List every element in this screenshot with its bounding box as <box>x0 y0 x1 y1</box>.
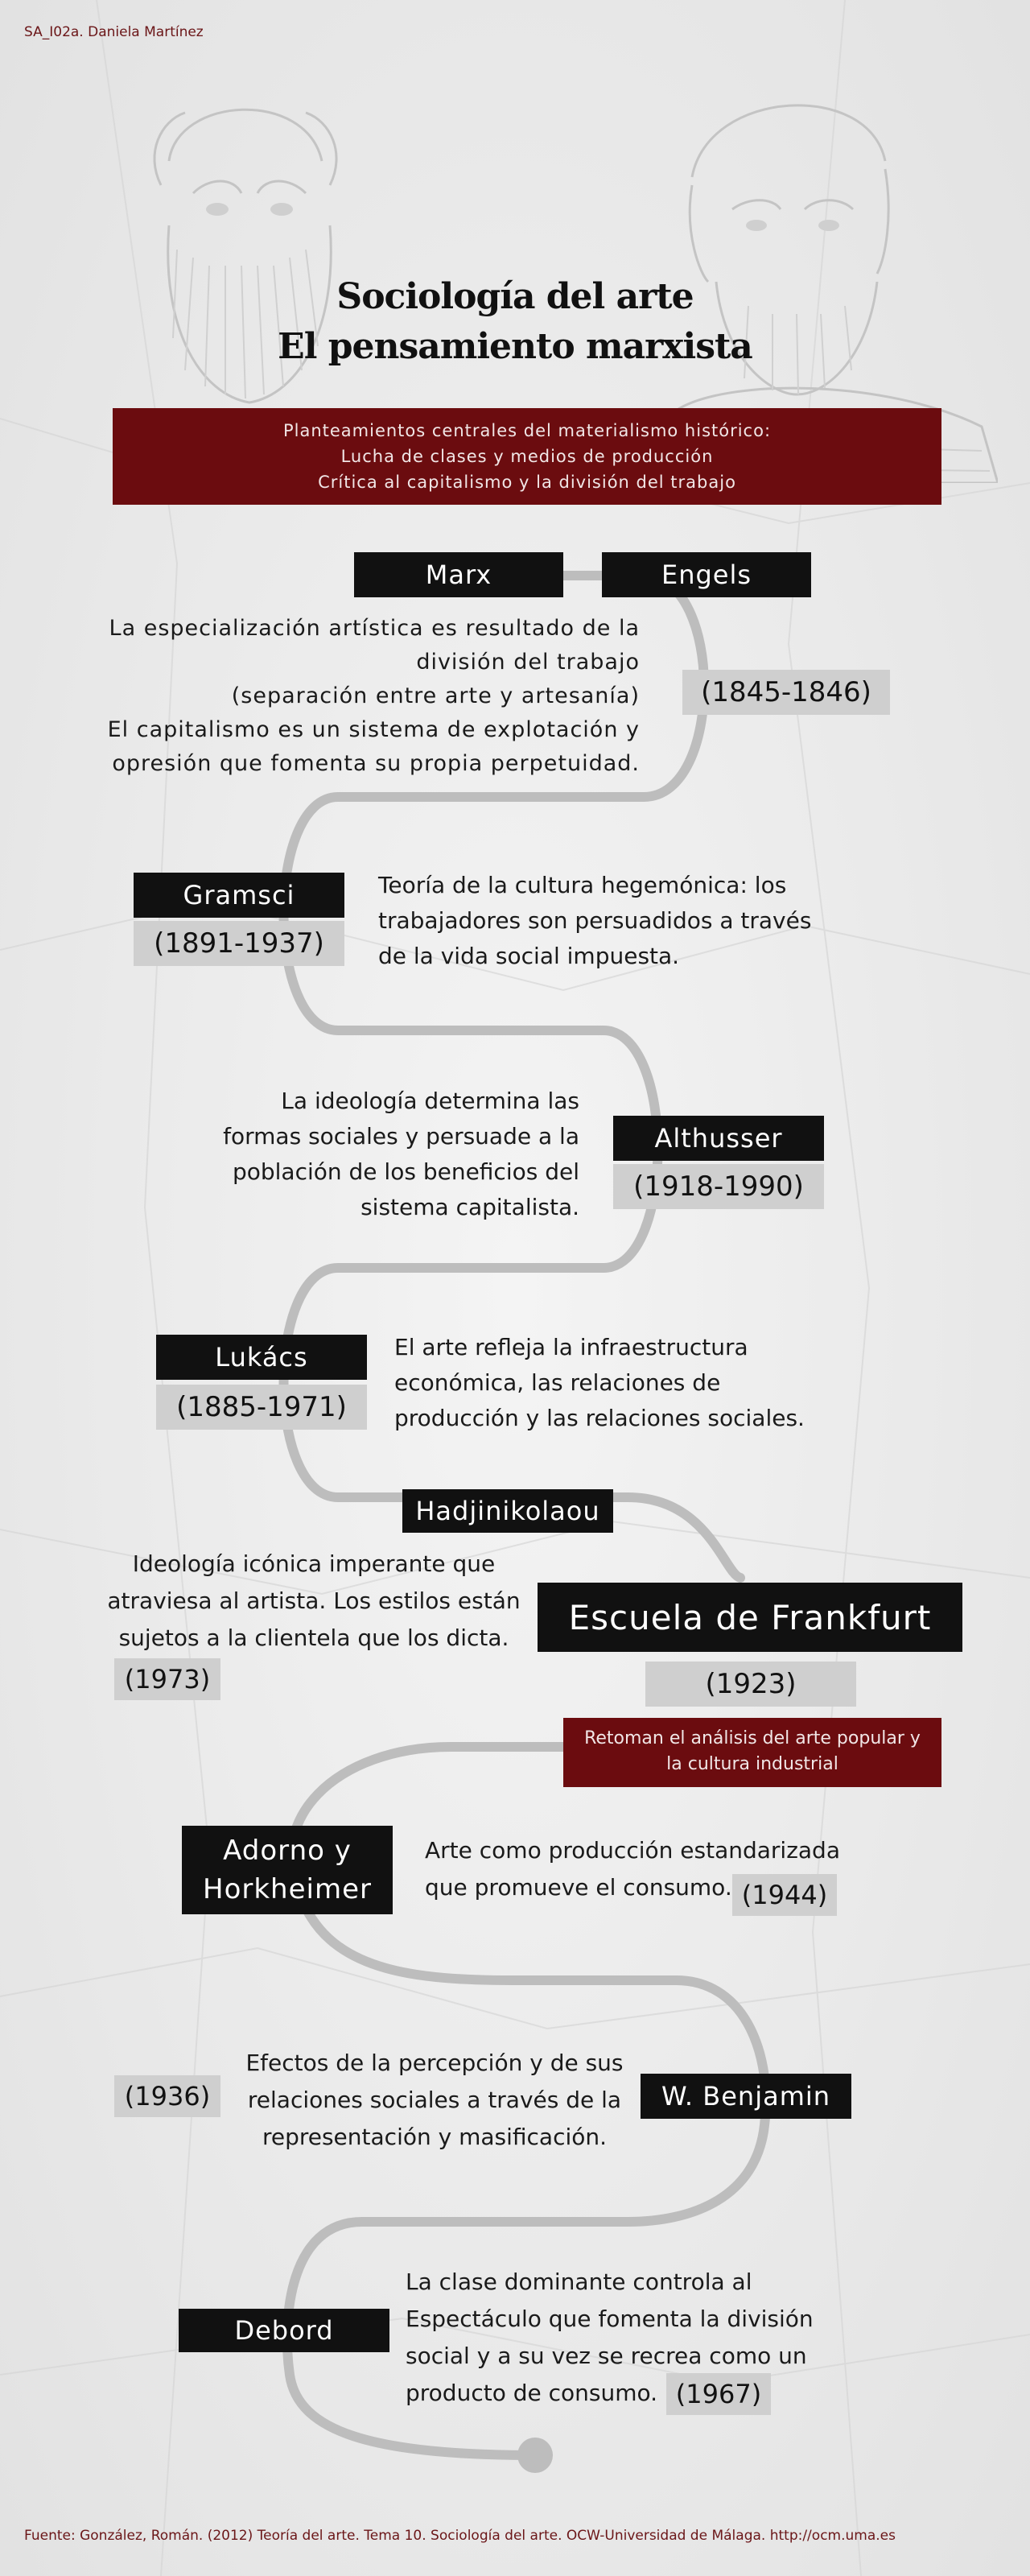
year-debord: (1967) <box>666 2373 771 2415</box>
banner-line-2: Lucha de clases y medios de producción <box>340 447 714 466</box>
author-label: SA_I02a. Daniela Martínez <box>24 24 204 40</box>
banner-line-1: Planteamientos centrales del materialismo histórico: <box>282 421 772 440</box>
marx-engels-line-5: opresión que fomenta su propia perpetuidad. <box>112 751 640 776</box>
adorno-line-2: que promueve el consumo. <box>425 1874 732 1901</box>
frankfurt-note-line-1: Retoman el análisis del arte popular y <box>584 1728 921 1748</box>
debord-line-1: La clase dominante controla al <box>406 2268 752 2295</box>
marx-engels-line-2: división del trabajo <box>416 650 640 675</box>
name-engels: Engels <box>602 552 811 597</box>
althusser-description <box>177 1084 579 1225</box>
title-line-1: Sociología del arte <box>336 276 694 317</box>
lukacs-description <box>394 1330 845 1436</box>
debord-description <box>406 2264 856 2412</box>
althusser-line-1: La ideología determina las <box>281 1088 579 1114</box>
althusser-line-3: población de los beneficios del <box>232 1158 579 1185</box>
debord-line-4: producto de consumo. <box>406 2380 658 2406</box>
year-gramsci: (1891-1937) <box>134 921 344 966</box>
lukacs-line-1: El arte refleja la infraestructura <box>394 1334 748 1360</box>
banner-line-3: Crítica al capitalismo y la división del trabajo <box>318 473 736 492</box>
gramsci-line-3: de la vida social impuesta. <box>378 943 680 969</box>
adorno-name-line-1: Adorno y <box>223 1835 352 1867</box>
gramsci-description <box>378 868 829 974</box>
name-debord: Debord <box>179 2309 389 2352</box>
gramsci-line-1: Teoría de la cultura hegemónica: los <box>378 872 787 898</box>
name-escuela-de-frankfurt: Escuela de Frankfurt <box>538 1583 962 1652</box>
year-adorno: (1944) <box>732 1874 837 1916</box>
benjamin-line-1: Efectos de la percepción y de sus <box>245 2050 624 2076</box>
year-lukacs: (1885-1971) <box>156 1385 367 1430</box>
name-adorno-horkheimer <box>182 1826 393 1914</box>
name-lukacs: Lukács <box>156 1335 367 1380</box>
name-w-benjamin: W. Benjamin <box>641 2074 851 2119</box>
year-hadjinikolaou: (1973) <box>114 1658 220 1700</box>
year-engels: (1845-1846) <box>682 670 890 715</box>
hadjinikolaou-description <box>97 1546 531 1657</box>
althusser-line-4: sistema capitalista. <box>360 1194 579 1220</box>
source-citation: Fuente: González, Román. (2012) Teoría del arte. Tema 10. Sociología del arte. OCW-Universidad de Málaga. http://ocm.uma.es <box>24 2528 896 2544</box>
marx-engels-description <box>48 612 640 781</box>
central-premises-banner <box>113 408 941 505</box>
althusser-line-2: formas sociales y persuade a la <box>223 1123 579 1150</box>
marx-engels-line-3: (separación entre arte y artesanía) <box>231 683 640 708</box>
marx-engels-line-4: El capitalismo es un sistema de explotación y <box>107 717 640 742</box>
name-althusser: Althusser <box>613 1116 824 1161</box>
title-line-2: El pensamiento marxista <box>278 326 752 367</box>
lukacs-line-2: económica, las relaciones de <box>394 1369 721 1396</box>
name-hadjinikolaou: Hadjinikolaou <box>402 1489 613 1533</box>
benjamin-line-3: representación y masificación. <box>262 2124 608 2150</box>
gramsci-line-2: trabajadores son persuadidos a través <box>378 907 812 934</box>
hadjinikolaou-line-2: atraviesa al artista. Los estilos están <box>107 1587 521 1614</box>
year-althusser: (1918-1990) <box>613 1164 824 1209</box>
frankfurt-note <box>563 1718 941 1787</box>
debord-line-3: social y a su vez se recrea como un <box>406 2343 807 2369</box>
page-title <box>274 272 756 372</box>
lukacs-line-3: producción y las relaciones sociales. <box>394 1405 805 1431</box>
name-marx: Marx <box>354 552 563 597</box>
hadjinikolaou-line-1: Ideología icónica imperante que <box>132 1550 496 1577</box>
benjamin-description <box>233 2045 636 2156</box>
benjamin-line-2: relaciones sociales a través de la <box>247 2087 622 2113</box>
year-frankfurt: (1923) <box>645 1662 856 1707</box>
adorno-line-1: Arte como producción estandarizada <box>425 1837 840 1864</box>
marx-engels-line-1: La especialización artística es resultado de la <box>109 616 640 641</box>
hadjinikolaou-line-3: sujetos a la clientela que los dicta. <box>118 1624 509 1651</box>
name-gramsci: Gramsci <box>134 873 344 918</box>
debord-line-2: Espectáculo que fomenta la división <box>406 2306 814 2332</box>
adorno-name-line-2: Horkheimer <box>203 1873 372 1905</box>
frankfurt-note-line-2: la cultura industrial <box>666 1754 838 1774</box>
year-benjamin: (1936) <box>114 2075 220 2117</box>
